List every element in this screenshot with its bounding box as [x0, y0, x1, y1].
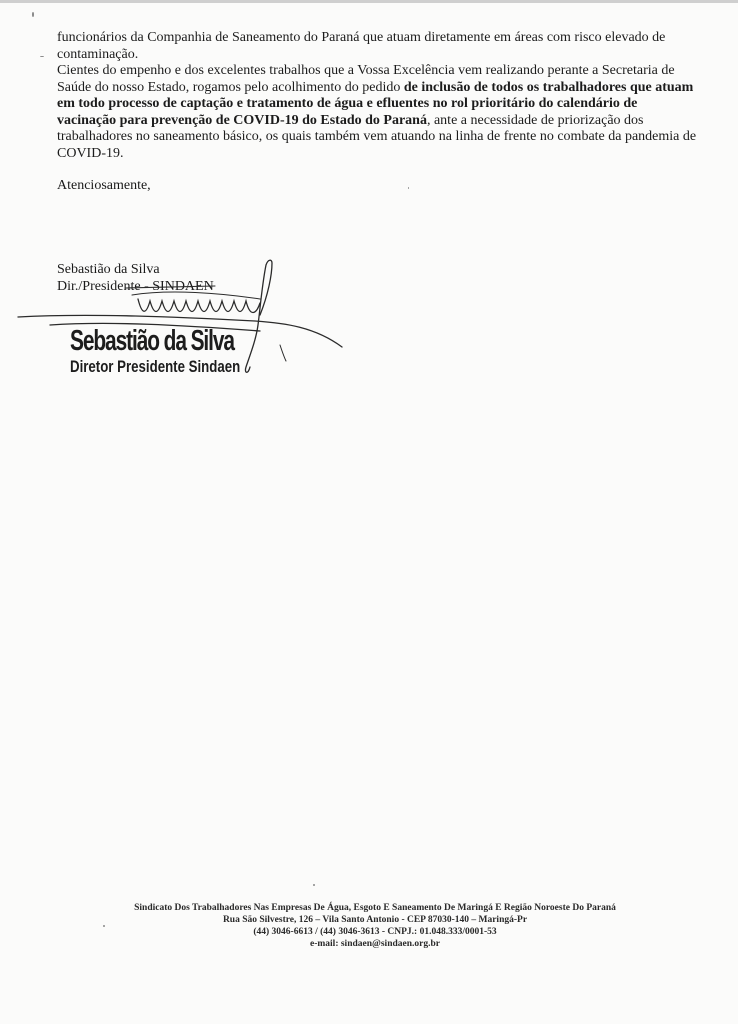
page-top-edge — [0, 0, 738, 3]
closing-salutation: Atenciosamente, — [57, 178, 151, 193]
paragraph-2 — [57, 63, 697, 162]
signer-name: Sebastião da Silva — [57, 262, 160, 277]
paragraph-2-conclusion: , ante a necessidade de priorização dos trabalhadores no saneamento básico, os quais também vem atuando na linha de frente no combate da pandemia de COVID-19. — [57, 112, 697, 161]
footer-email: e-mail: sindaen@sindaen.org.br — [310, 939, 440, 949]
signer-role: Dir./Presidente - SINDAEN — [57, 278, 214, 294]
stamp-name: Sebastião da Silva — [70, 325, 234, 357]
stamp-title: Diretor Presidente Sindaen — [70, 357, 241, 376]
scan-speck — [408, 187, 409, 189]
footer-organization: Sindicato Dos Trabalhadores Nas Empresas De Água, Esgoto E Saneamento De Maringá E Região Noroeste Do Paraná — [134, 903, 616, 913]
paragraph-1: funcionários da Companhia de Saneamento do Paraná que atuam diretamente em áreas com risco elevado de contaminação. — [57, 30, 666, 62]
footer-address: Rua São Silvestre, 126 – Vila Santo Antonio - CEP 87030-140 – Maringá-Pr — [222, 915, 528, 925]
paragraph-2-intro: Cientes do empenho e dos excelentes trabalhos que a Vossa Excelência vem realizando perante a Secretaria de Saúde do nosso Estado, rogamos pelo acolhimento do pedido — [57, 63, 675, 95]
signature-stamp — [70, 325, 298, 377]
scan-speck — [32, 12, 34, 17]
letterhead-footer — [60, 902, 690, 950]
paragraph-2-request: de inclusão de todos os trabalhadores que atuam em todo processo de captação e tratamento de água e efluentes no rol prioritário do calendário de vacinação para prevenção de COVID-19 do Estado do Paraná — [57, 79, 694, 128]
scan-speck — [313, 884, 315, 886]
letter-body — [57, 30, 697, 162]
footer-phone-cnpj: (44) 3046-6613 / (44) 3046-3613 - CNPJ.: 01.048.333/0001-53 — [253, 927, 497, 937]
scan-speck — [40, 56, 44, 57]
